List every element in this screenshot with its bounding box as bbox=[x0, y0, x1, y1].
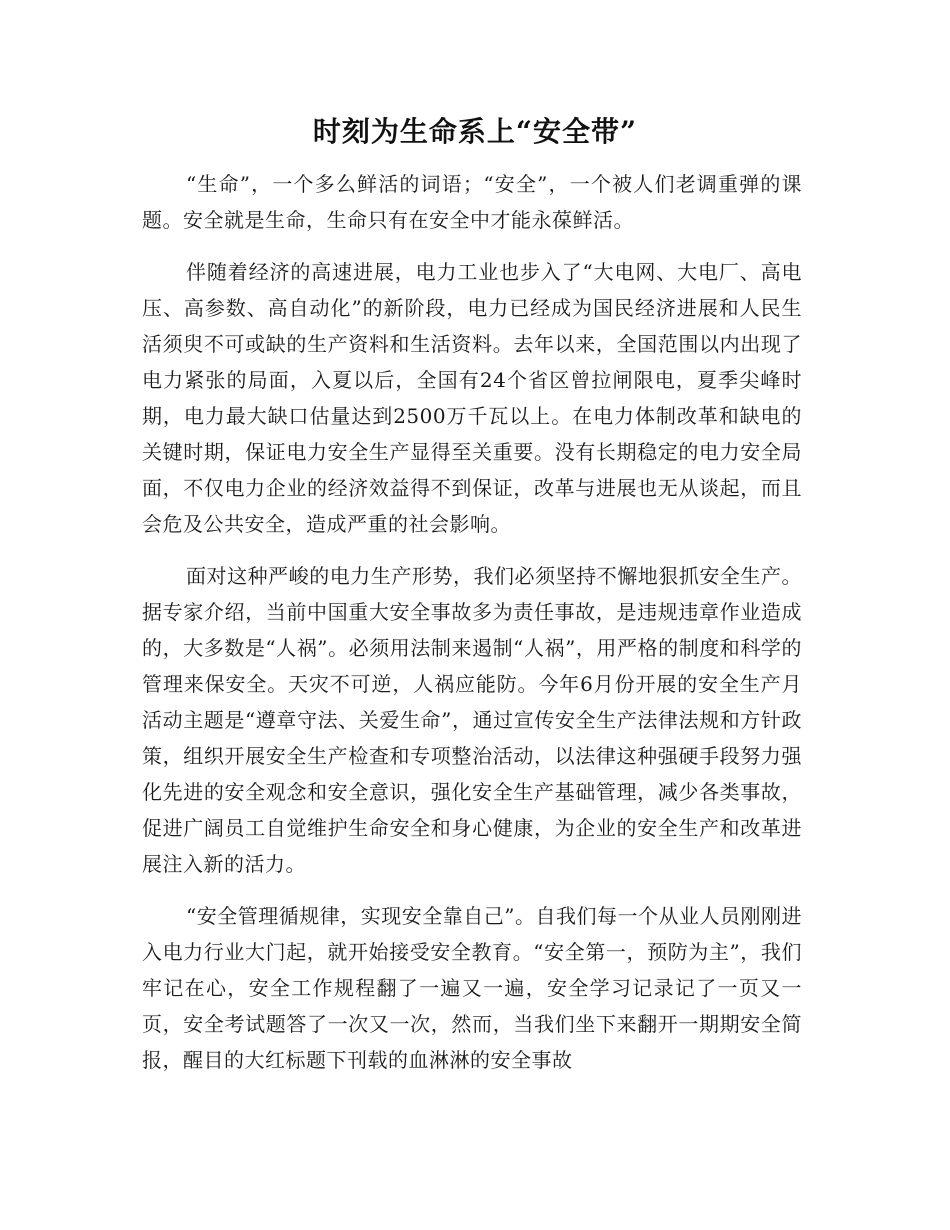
paragraph-3: 面对这种严峻的电力生产形势，我们必须坚持不懈地狠抓安全生产。据专家介绍，当前中国重大安全事故多为责任事故，是违规违章作业造成的，大多数是“人祸”。必须用法制来遏制“人祸”，用严格的制度和科学的管理来保安全。天灾不可逆，人祸应能防。今年6月份开展的安全生产月活动主题是“遵章守法、关爱生命”，通过宣传安全生产法律法规和方针政策，组织开展安全生产检查和专项整治活动，以法律这种强硬手段努力强化先进的安全观念和安全意识，强化安全生产基础管理，减少各类事故，促进广阔员工自觉维护生命安全和身心健康，为企业的安全生产和改革进展注入新的活力。 bbox=[142, 564, 802, 876]
paragraph-4: “安全管理循规律，实现安全靠自己”。自我们每一个从业人员刚刚进入电力行业大门起，就开始接受安全教育。“安全第一，预防为主”，我们牢记在心，安全工作规程翻了一遍又一遍，安全学习记录记了一页又一页，安全考试题答了一次又一次，然而，当我们坐下来翻开一期期安全简报，醒目的大红标题下刊载的血淋淋的安全事故 bbox=[142, 904, 802, 1072]
paragraph-2: 伴随着经济的高速进展，电力工业也步入了“大电网、大电厂、高电压、高参数、高自动化”的新阶段，电力已经成为国民经济进展和人民生活须臾不可或缺的生产资料和生活资料。去年以来，全国范围以内出现了电力紧张的局面，入夏以后，全国有24个省区曾拉闸限电，夏季尖峰时期，电力最大缺口估量达到2500万千瓦以上。在电力体制改革和缺电的关键时期，保证电力安全生产显得至关重要。没有长期稳定的电力安全局面，不仅电力企业的经济效益得不到保证，改革与进展也无从谈起，而且会危及公共安全，造成严重的社会影响。 bbox=[142, 260, 802, 536]
document-body bbox=[142, 166, 802, 1094]
paragraph-1: “生命”，一个多么鲜活的词语；“安全”，一个被人们老调重弹的课题。安全就是生命，生命只有在安全中才能永葆鲜活。 bbox=[142, 172, 802, 232]
document-title: 时刻为生命系上“安全带” bbox=[312, 115, 638, 148]
